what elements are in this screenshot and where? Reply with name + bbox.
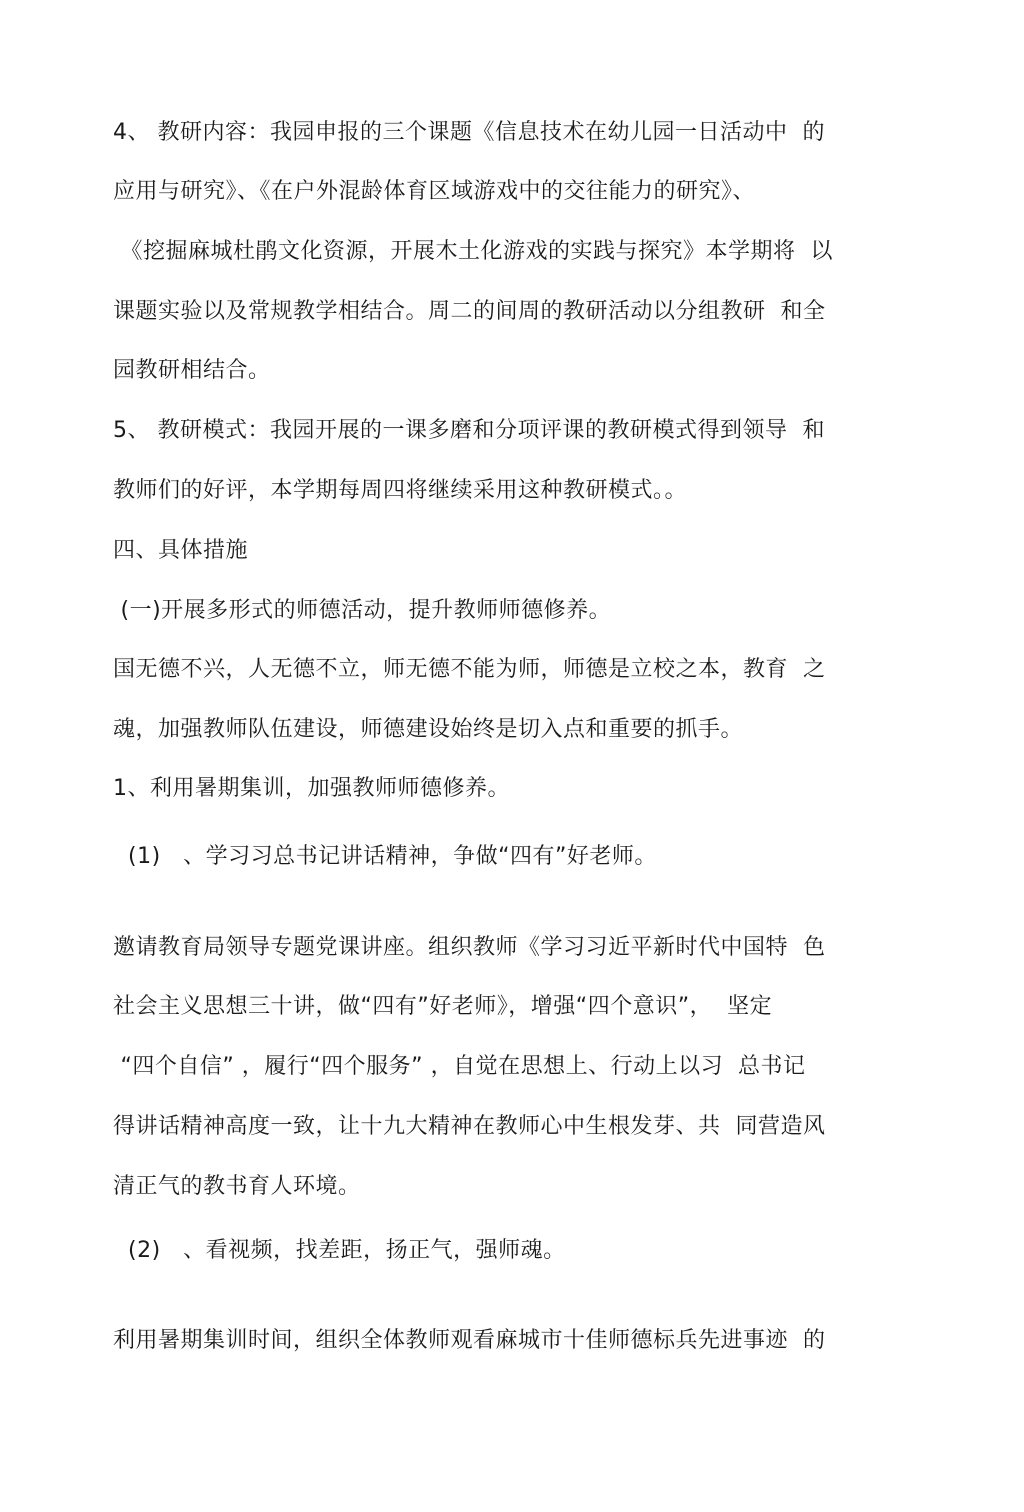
section-heading: 四、具体措施	[113, 538, 249, 563]
text-line: 课题实验以及常规教学相结合。周二的间周的教研活动以分组教研 和全	[113, 299, 826, 324]
text-line: 《挖掘麻城杜鹃文化资源，开展木土化游戏的实践与探究》本学期将 以	[113, 239, 833, 264]
text-line: 国无德不兴，人无德不立，师无德不能为师，师德是立校之本，教育 之	[113, 657, 826, 682]
text-line: 魂，加强教师队伍建设，师德建设始终是切入点和重要的抓手。	[113, 717, 744, 742]
subsection-heading: (一)开展多形式的师德活动，提升教师师德修养。	[113, 598, 612, 623]
text-line: 教师们的好评，本学期每周四将继续采用这种教研模式。。	[113, 478, 688, 503]
text-line: 园教研相结合。	[113, 358, 271, 383]
text-line: (1) 、学习习总书记讲话精神，争做“四有”好老师。	[113, 844, 657, 869]
text-line: 社会主义思想三十讲，做“四有”好老师》，增强“四个意识”， 坚定	[113, 994, 773, 1019]
text-line: 得讲话精神高度一致，让十九大精神在教师心中生根发芽、共 同营造风	[113, 1114, 826, 1139]
text-line: “四个自信” ，履行“四个服务” ，自觉在思想上、行动上以习 总书记	[113, 1054, 806, 1079]
text-line: 应用与研究》、《在户外混龄体育区域游戏中的交往能力的研究》、	[113, 179, 756, 204]
text-line: 邀请教育局领导专题党课讲座。组织教师《学习习近平新时代中国特 色	[113, 935, 826, 960]
text-line: 5、 教研模式：我园开展的一课多磨和分项评课的教研模式得到领导 和	[113, 418, 825, 443]
text-line: 清正气的教书育人环境。	[113, 1174, 361, 1199]
text-line: 利用暑期集训时间，组织全体教师观看麻城市十佳师德标兵先进事迹 的	[113, 1328, 826, 1353]
text-line: 1、利用暑期集训，加强教师师德修养。	[113, 776, 510, 801]
text-line: 4、 教研内容：我园申报的三个课题《信息技术在幼儿园一日活动中 的	[113, 120, 825, 145]
text-line: (2) 、看视频，找差距，扬正气，强师魂。	[113, 1238, 566, 1263]
